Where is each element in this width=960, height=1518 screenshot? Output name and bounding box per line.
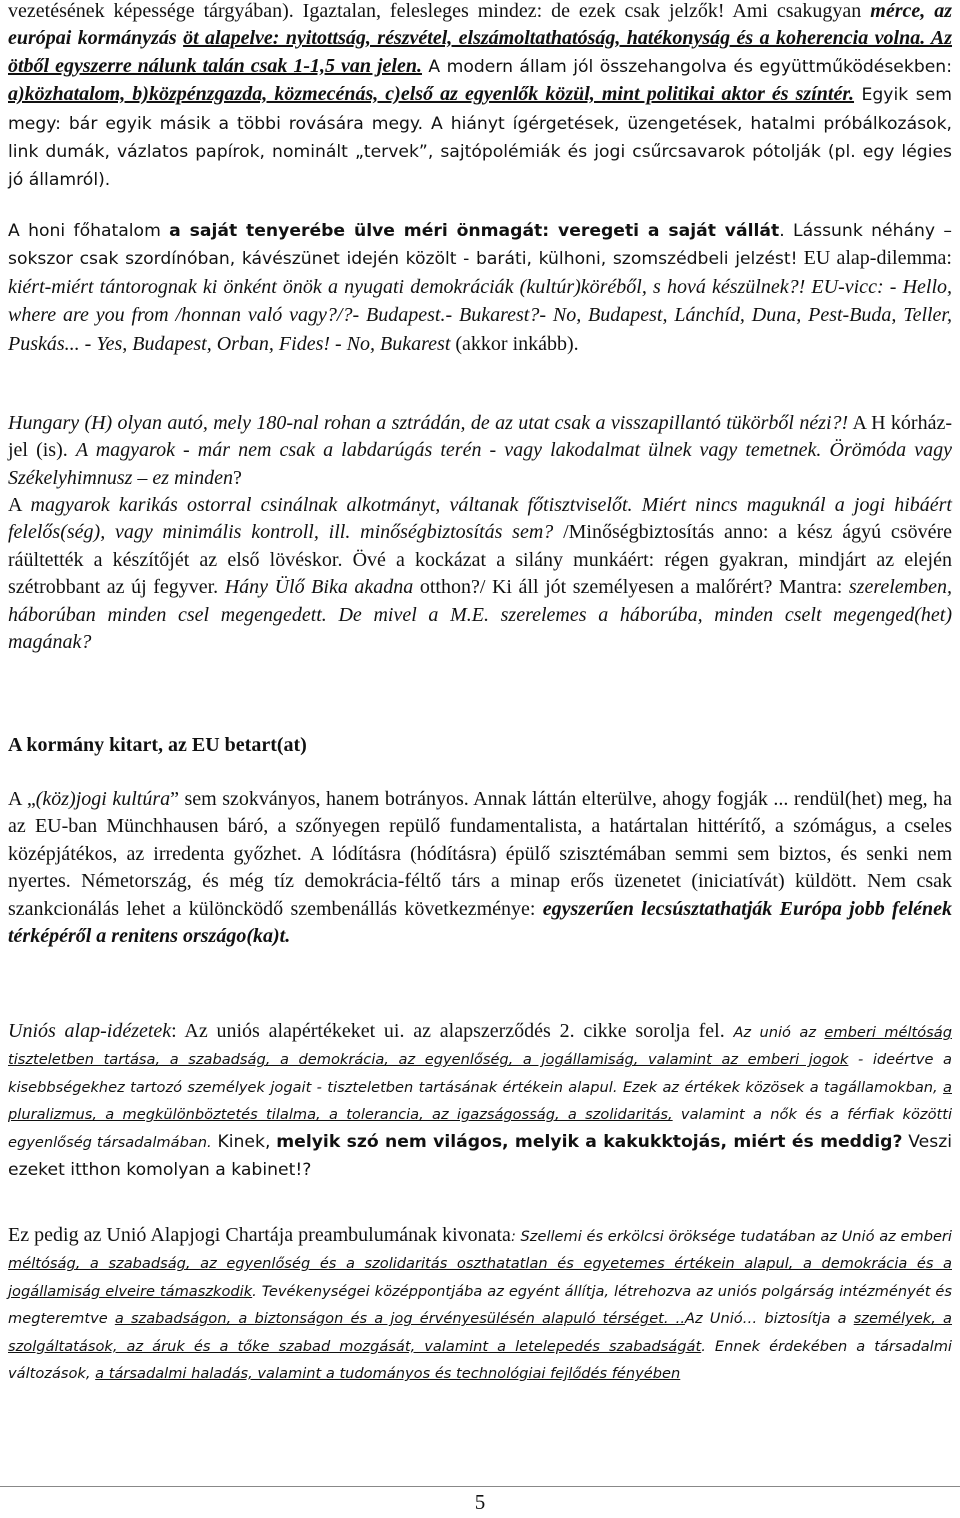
p4-text-a: EU alap-dilemma: xyxy=(797,247,952,270)
p8-text-h: Kinek, xyxy=(211,1131,277,1152)
p9-text-f: Az Unió… biztosítja a xyxy=(684,1310,854,1328)
p6-text-b: magyarok karikás ostorral csinálnak alkotmányt, váltanak főtisztviselőt. Miért nincs maguknál a jogi hibáért felelős(ség), vagy minimális kontroll, ill. minőségbiztosítás sem? xyxy=(8,494,952,544)
p8-text-c: Az unió az xyxy=(733,1024,825,1041)
p7-text-c: ” sem szokványos, hanem botrányos. Annak láttán elterülve, ahogy fogják ... rendül(het) meg, ha az EU-ban Münchhausen báró, a szőnyegen repülő fundamentalista, a határtalan hittérítő, a szómágus, a cseles középjátékos, az irredenta győzhet. A lódításra (hódításra) épülő szisztémában semmi sem biztos, és senki nem nyertes. Németország, és még tíz demokrácia-féltő társ a minap erős üzenetet (iniciatívát) küldött. Nem csak szankcionálás lehet a különcködő szembenállás következménye: xyxy=(8,788,952,920)
footer-divider xyxy=(0,1486,960,1487)
p8-text-j: Veszi ezeket itthon komolyan a kabinet!? xyxy=(8,1131,953,1181)
p3-text-c: . Lássunk néhány – sokszor csak szordínóban, kávészünet idején közölt - baráti, külhoni, szomszédbeli jelzést! xyxy=(8,221,953,270)
p3-text-a: A honi főhatalom xyxy=(8,221,170,241)
p9-text-g: személyek, a szolgáltatások, az áruk és a tőke szabad mozgását, valamint a letelepedés szabadságát xyxy=(8,1310,952,1355)
p8-text-d: emberi méltóság tiszteletben tartása, a szabadság, a demokrácia, az egyenlőség, a jogállamiság, valamint az emberi jogok xyxy=(8,1024,952,1069)
p6-text-e: otthon?/ Ki áll jót személyesen a malőrért? Mantra: xyxy=(413,576,849,599)
p1-text-c: öt alapelve: nyitottság, részvétel, elszámoltathatóság, hatékonyság és a koherencia volna. Az ötből egyszerre nálunk talán csak 1-1,5 van jelen. xyxy=(8,27,952,77)
p6-text-a: A xyxy=(8,494,31,516)
p9-text-d: . Tevékenységei középpontjába az egyént állítja, létrehozva az uniós polgárság intézményét és megteremtve xyxy=(8,1282,952,1328)
p8-text-b: : Az uniós alapértékeket ui. az alapszerződés 2. cikke sorolja fel. xyxy=(171,1020,734,1042)
p1-text-f: Egyik sem megy: bár egyik másik a többi rovására megy. xyxy=(8,85,952,134)
p1-text-e: a)közhatalom, b)közpénzgazda, közmecénás, c)első az egyenlők közül, mint politikai aktor és színtér. xyxy=(8,83,855,106)
p6-text-c: /Minőségbiztosítás anno: a kész ágyú csövére ráültették a készítőjét az első lövéskor. Övé a kockázat a silány munkáért: régen gyakran, mindjárt az elején szétrobbant az új fegyver. xyxy=(8,521,952,599)
p3-text-b: a saját tenyerébe ülve méri önmagát: veregeti a saját vállát xyxy=(169,221,780,241)
p7-text-b: (köz)jogi kultúra xyxy=(35,788,171,810)
p7-text-a: A „ xyxy=(8,788,36,810)
p6-text-f: szerelemben, háborúban minden csel megengedett. De mivel a M.E. szerelemes a háborúba, minden cselt megenged(het) magának? xyxy=(8,576,953,654)
paragraph-6 xyxy=(8,492,952,656)
p5-text-c: A magyarok - már nem csak a labdarúgás terén - vagy lakodalmat ülnek vagy temetnek. Örömóda vagy Székelyhimnusz – ez minden xyxy=(8,439,953,489)
p4-text-d: (akkor inkább). xyxy=(450,332,579,355)
p8-text-g: valamint a nők és a férfiak közötti egyenlőség társadalmában. xyxy=(8,1106,953,1151)
p9-text-c: méltóság, a szabadság, az egyenlőség és a szolidaritás oszthatatlan és egyetemes értékein alapul, a demokrácia és a jogállamiság elveire támaszkodik xyxy=(8,1255,952,1300)
p9-text-e: a szabadságon, a biztonságon és a jog érvényesülésén alapuló térséget. .. xyxy=(114,1310,685,1328)
p1-text-a: vezetésének képessége tárgyában). Igaztalan, felesleges mindez: de ezek csak jelzők! Ami csakugyan xyxy=(8,0,871,22)
p8-text-e: - ideértve a kisebbségekhez tartozó személyek jogait - tiszteletben tartásának értékein alapul. Ezek az értékek közösek a tagállamokban, xyxy=(8,1051,952,1096)
p1-text-b: mérce, az európai kormányzás xyxy=(8,0,952,50)
p2-text-a: A hiányt ígérgetések, üzengetések, hatalmi próbálkozások, link dumák, vázlatos papírok, nominált „tervek”, sajtópolémiák és jogi csűrcsavarok pótolják (pl. egy légies jó államról). xyxy=(8,113,952,191)
p8-text-i: melyik szó nem világos, melyik a kakukktojás, miért és meddig? xyxy=(276,1131,903,1152)
p1-text-d: A modern állam jól összehangolva és együttműködésekben: xyxy=(421,56,952,77)
p9-text-k: a társadalmi haladás, valamint a tudományos és technológiai fejlődés fényében xyxy=(95,1365,681,1383)
p5-text-d: ? xyxy=(232,466,242,489)
paragraph-3 xyxy=(8,218,952,359)
p6-text-d: Hány Ülő Bika akadna xyxy=(224,576,414,599)
p9-text-a: Ez pedig az Unió Alapjogi Chartája preambulumának kivonata xyxy=(8,1224,511,1246)
p8-text-f: a pluralizmus, a megkülönböztetés tilalma, a tolerancia, az igazságosság, a szolidaritás, xyxy=(8,1078,952,1124)
section-heading: A kormány kitart, az EU betart(at) xyxy=(8,734,307,756)
p4-text-c: EU-vicc: - Hello, where are you from /honnan való vagy?/?- Budapest.- Bukarest?- No, Budapest, Lánchíd, Duna, Pest-Buda, Teller, Puskás... - Yes, Budapest, Orban, Fides! - No, Bukarest xyxy=(8,275,952,355)
paragraph-5 xyxy=(8,410,952,492)
p9-text-h: . Ennek érdekében a társadalmi változások, xyxy=(8,1337,952,1383)
paragraph-1 xyxy=(8,0,952,195)
page-number: 5 xyxy=(474,1490,486,1514)
paragraph-9 xyxy=(8,1222,952,1386)
paragraph-8 xyxy=(8,1018,952,1184)
paragraph-7 xyxy=(8,786,952,950)
p7-text-d: egyszerűen lecsúsztathatják Európa jobb felének térképéről a renitens országo(ka)t. xyxy=(8,897,953,948)
p5-text-b: A H kórház-jel (is). xyxy=(8,412,952,462)
p4-text-b: kiért-miért tántorognak ki önként önök a nyugati demokráciák (kultúr)köréből, s hová készülnek?! xyxy=(8,275,806,298)
p5-text-a: Hungary (H) olyan autó, mely 180-nal rohan a sztrádán, de az utat csak a visszapillantó tükörből nézi?! xyxy=(8,412,849,434)
p9-text-b: : Szellemi és erkölcsi öröksége tudatában az Unió az emberi xyxy=(510,1228,952,1245)
p8-text-a: Uniós alap-idézetek xyxy=(8,1020,172,1042)
